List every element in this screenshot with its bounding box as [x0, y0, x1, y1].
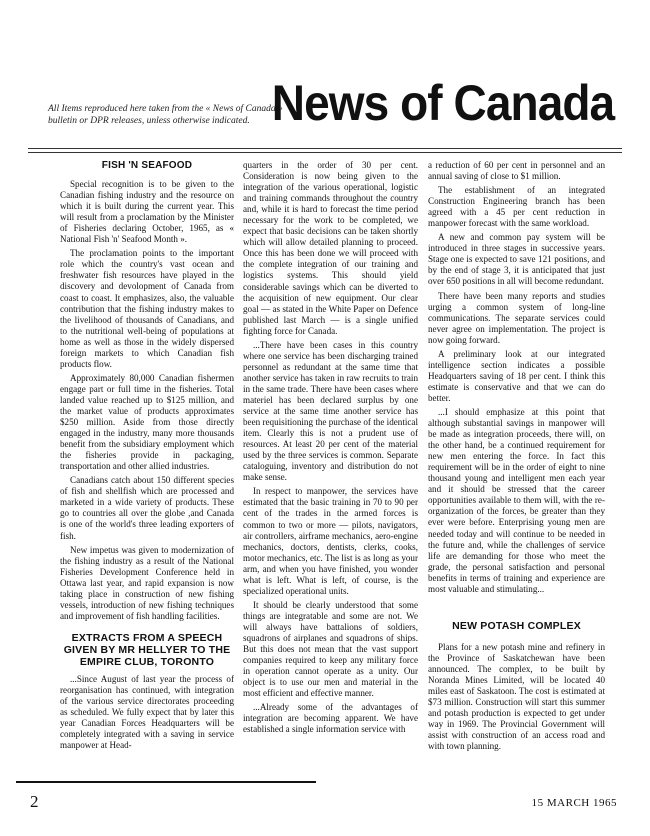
speech-paragraph: ...Already some of the advantages of integration are becoming apparent. We have established a single information service with	[243, 702, 418, 735]
speech-article-title: EXTRACTS FROM A SPEECH GIVEN BY MR HELLYER TO THE EMPIRE CLUB, TORONTO	[63, 631, 231, 668]
speech-paragraph: It should be clearly understood that some things are integratable and some are not. We will always have battalions of soldiers, squadrons of airplanes and squadrons of ships. But this does not mean that the vast support companies required to keep any military force in operation cannot operate as a unity. Our object is to use our men and material in the most efficient and effective manner.	[243, 599, 418, 699]
speech-paragraph: quarters in the order of 30 per cent. Consideration is now being given to the integration of the various operational, logistic and training commands throughout the country and, while it is hard to forecast the time period necessary for the work to be completed, we expect that basic decisions can be taken shortly which will allow detailed planning to proceed. Once this has been done we will proceed with the complete integration of our training and logistics systems. This should yield considerable savings which can be diverted to the acquisition of new equipment. Our clear goal — as stated in the White Paper on Defence published last March — is a single unified fighting force for Canada.	[243, 160, 418, 336]
speech-paragraph: A preliminary look at our integrated intelligence section indicates a possible Headquarters saving of 18 per cent. I think this estimate is conservative and that we can do better.	[428, 348, 605, 403]
speech-paragraph: The establishment of an integrated Construction Engineering branch has been agreed with a 45 per cent reduction in manpower forecast with the same workload.	[428, 185, 605, 229]
issue-date: 15 MARCH 1965	[531, 797, 617, 809]
speech-paragraph: ...I should emphasize at this point that although substantial savings in manpower will be made as integration proceeds, there will, on the other hand, be a continued requirement for new men entering the force. In fact this requirement will be in the order of eight to nine thousand young and intelligent men each year and it should be stressed that the career opportunities available to them will, with the re-organization of the forces, be greater than they ever were before. Enterprising young men are needed today and will continue to be needed in the future and, while the challenges of service life are demanding for those who meet the grade, the personal satisfaction and personal benefits in terms of training and experience are most valuable and stimulating...	[428, 406, 605, 594]
speech-paragraph: In respect to manpower, the services have estimated that the basic training in 70 to 90 per cent of the trades in the armed forces is common to two or more — pilots, navigators, air controllers, airframe mechanics, aero-engine mechanics, doctors, dentists, clerks, cooks, motor mechanics, etc. The list is as long as your arm, and when you have finished, you wonder what is left. What is left, of course, is the specialized operational units.	[243, 486, 418, 596]
header-rule-thin	[28, 152, 622, 153]
speech-paragraph: A new and common pay system will be introduced in three stages in successive years. Stage one is expected to save 121 positions, and by the end of stage 3, it is anticipated that just over 650 positions in all will become redundant.	[428, 232, 605, 287]
masthead-title: News of Canada	[271, 75, 614, 131]
column-2	[243, 160, 418, 738]
speech-paragraph: a reduction of 60 per cent in personnel and an annual saving of close to $1 million.	[428, 160, 605, 182]
fish-article-title: FISH 'N SEAFOOD	[101, 160, 193, 171]
column-1	[60, 160, 234, 754]
column-3	[428, 160, 605, 755]
page-number: 2	[30, 792, 39, 811]
fish-paragraph: Canadians catch about 150 different species of fish and shellfish which are processed and marketed in a wide variety of products. These go to countries all over the globe ,and Canada is one of the world's three leading exporters of fish.	[60, 475, 234, 541]
speech-paragraph: ...There have been cases in this country where one service has been discharging trained personnel as redundant at the same time that another service has taken in raw recruits to train in the same trade. There have been cases where materiel has been declared surplus by one service at the same time another service has been requisitioning the purchase of the identical item. Clearly this is not a prudent use of resources. At least 20 per cent of the material used by the three services is common. Separate cataloguing, inventory and distribution do not make sense.	[243, 339, 418, 483]
fish-paragraph: The proclamation points to the important role which the country's vast ocean and freshwater fish resources have played in the discovery and devolopment of Canada from coast to coast. It emphasizes, also, the valuable contribution that the fishing industry makes to the livelihood of thousands of Canadians, and to the nutritional well-being of populations at home as well as those in the widely dispersed foreign markets to which Canadian fish products flow.	[60, 248, 234, 369]
fish-paragraph: Special recognition is to be given to the Canadian fishing industry and the resource on which it is built during the current year. This will result from a proclamation by the Minister of Fisheries declaring October, 1965, as « National Fish 'n' Seafood Month ».	[60, 179, 234, 245]
fish-paragraph: New impetus was given to modernization of the fishing industry as a result of the National Fisheries Development Conference held in Ottawa last year, and rapid expansion is now taking place in construction of new fishing vessels, introduction of new fishing techniques and improvement of fish handling facilities.	[60, 544, 234, 621]
speech-paragraph: There have been many reports and studies urging a common system of long-line communications. The separate services could never agree on implementation. The project is now going forward.	[428, 290, 605, 345]
potash-paragraph: Plans for a new potash mine and refinery in the Province of Saskatchewan have been announced. The complex, to be built by Noranda Mines Limited, will be located 40 miles east of Saskatoon. The cost is estimated at $73 million. Construction will start this summer and potash production is expected to get under way in 1969. The Provincial Government will assist with construction of an access road and with town planning.	[428, 641, 605, 752]
footer-rule	[16, 781, 316, 783]
potash-article-title: NEW POTASH COMPLEX	[452, 619, 581, 632]
source-note: All Items reproduced here taken from the « News of Canada » bulletin or DPR releases, unless otherwise indicated.	[48, 104, 283, 126]
speech-paragraph: ...Since August of last year the process of reorganisation has continued, with integration of the various service directorates proceeding as scheduled. We fully expect that by later this year Canadian Forces Headquarters will be completely integrated with a saving in service manpower at Head-	[60, 673, 234, 751]
header-rule	[28, 148, 622, 149]
fish-paragraph: Approximately 80,000 Canadian fishermen engage part or full time in the fisheries. Total landed value reached up to $125 million, and the market value of products approximates $250 million. Aside from those directly engaged in the industry, many more thousands benefit from the subsidiary employment which the fisheries provide in packaging, transportation and other allied industries.	[60, 372, 234, 472]
